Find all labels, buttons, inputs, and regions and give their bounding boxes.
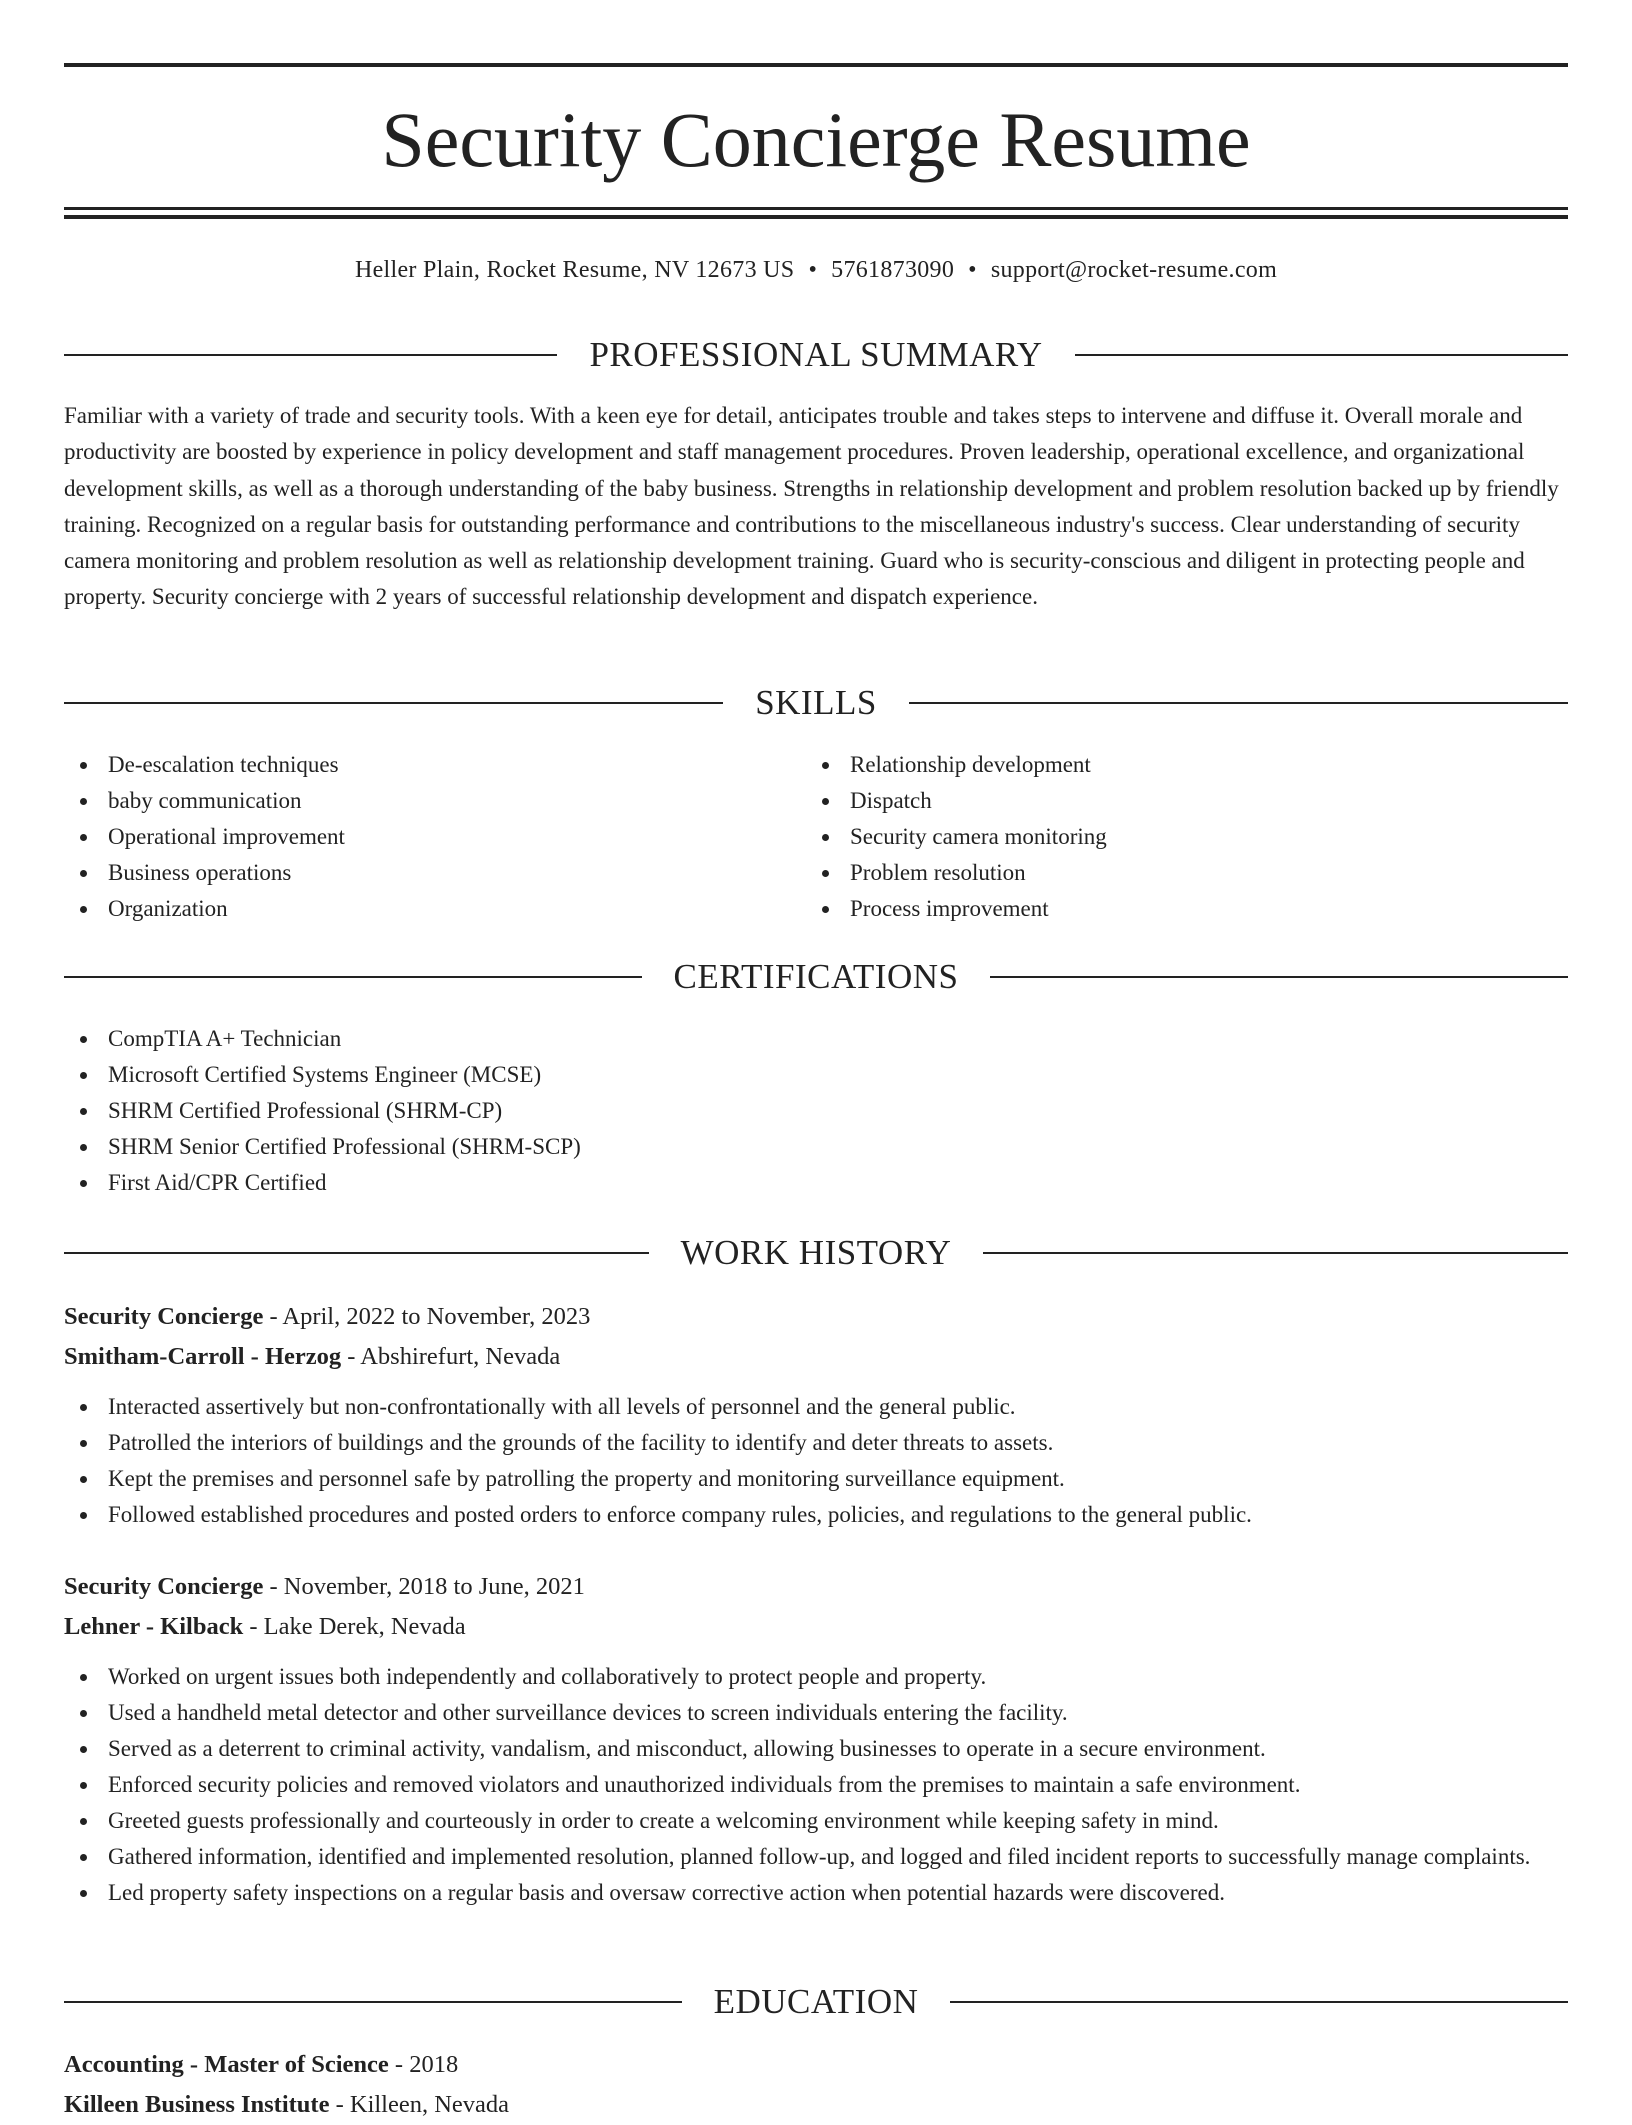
job-bullet: Enforced security policies and removed violators and unauthorized individuals from the premises to maintain a safe environment. bbox=[64, 1767, 1568, 1803]
job-bullet: Worked on urgent issues both independently and collaboratively to protect people and property. bbox=[64, 1659, 1568, 1695]
skill-item: Problem resolution bbox=[806, 855, 1506, 891]
skill-item: Operational improvement bbox=[64, 819, 764, 855]
certifications-heading bbox=[64, 955, 1568, 999]
skills-list-right bbox=[806, 747, 1506, 927]
job-location: - Abshirefurt, Nevada bbox=[341, 1343, 561, 1370]
skill-item: Security camera monitoring bbox=[806, 819, 1506, 855]
certifications-list bbox=[64, 1021, 1568, 1201]
job-company: Smitham-Carroll - Herzog bbox=[64, 1343, 342, 1370]
job-dates: - November, 2018 to June, 2021 bbox=[263, 1573, 585, 1600]
heading-rule-left bbox=[64, 354, 557, 356]
skill-item: De-escalation techniques bbox=[64, 747, 764, 783]
job-bullet: Served as a deterrent to criminal activity, vandalism, and misconduct, allowing businesses to operate in a secure environment. bbox=[64, 1731, 1568, 1767]
job-location: - Lake Derek, Nevada bbox=[243, 1613, 466, 1640]
certification-item: SHRM Certified Professional (SHRM-CP) bbox=[64, 1093, 1568, 1129]
top-rule bbox=[64, 63, 1568, 67]
skill-item: Dispatch bbox=[806, 783, 1506, 819]
skills-list-left bbox=[64, 747, 764, 927]
skill-item: Business operations bbox=[64, 855, 764, 891]
certifications-block bbox=[64, 1021, 1568, 1201]
job-bullet: Interacted assertively but non-confrontationally with all levels of personnel and the general public. bbox=[64, 1389, 1568, 1425]
heading-rule-left bbox=[64, 1252, 649, 1254]
job-bullet: Kept the premises and personnel safe by patrolling the property and monitoring surveillance equipment. bbox=[64, 1461, 1568, 1497]
section-title: CERTIFICATIONS bbox=[673, 957, 959, 996]
certification-item: First Aid/CPR Certified bbox=[64, 1165, 1568, 1201]
education-school: Killeen Business Institute bbox=[64, 2091, 330, 2118]
skill-item: Organization bbox=[64, 891, 764, 927]
section-title: SKILLS bbox=[755, 683, 877, 722]
job-bullet: Gathered information, identified and implemented resolution, planned follow-up, and logged and filed incident reports to successfully manage complaints. bbox=[64, 1839, 1568, 1875]
heading-rule-right bbox=[990, 976, 1568, 978]
section-title: WORK HISTORY bbox=[680, 1233, 952, 1272]
contact-phone: 5761873090 bbox=[831, 257, 955, 283]
heading-rule-right bbox=[909, 702, 1568, 704]
contact-separator: • bbox=[968, 257, 977, 283]
job-bullet: Followed established procedures and posted orders to enforce company rules, policies, and regulations to the general public. bbox=[64, 1497, 1568, 1533]
job-company-line bbox=[64, 1607, 1568, 1647]
job-bullet: Greeted guests professionally and courteously in order to create a welcoming environment while keeping safety in mind. bbox=[64, 1803, 1568, 1839]
title-rule-upper bbox=[64, 207, 1568, 210]
heading-rule-left bbox=[64, 702, 723, 704]
title-rule-lower bbox=[64, 215, 1568, 219]
section-title: EDUCATION bbox=[713, 1982, 919, 2021]
job-title-line bbox=[64, 1297, 1568, 1337]
skill-item: Relationship development bbox=[806, 747, 1506, 783]
section-title: PROFESSIONAL SUMMARY bbox=[589, 335, 1043, 374]
job-bullet: Led property safety inspections on a regular basis and oversaw corrective action when potential hazards were discovered. bbox=[64, 1875, 1568, 1911]
education-year: - 2018 bbox=[388, 2051, 459, 2078]
skills-column-right bbox=[806, 747, 1506, 927]
job-company-line bbox=[64, 1337, 1568, 1377]
heading-rule-left bbox=[64, 2001, 682, 2003]
certification-item: SHRM Senior Certified Professional (SHRM-SCP) bbox=[64, 1129, 1568, 1165]
contact-address: Heller Plain, Rocket Resume, NV 12673 US bbox=[354, 257, 795, 283]
work-history-heading bbox=[64, 1231, 1568, 1275]
education-location: - Killeen, Nevada bbox=[329, 2091, 510, 2118]
job-bullet: Used a handheld metal detector and other surveillance devices to screen individuals entering the facility. bbox=[64, 1695, 1568, 1731]
education-entry bbox=[64, 2045, 1568, 2125]
job-company: Lehner - Kilback bbox=[64, 1613, 244, 1640]
education-heading bbox=[64, 1980, 1568, 2024]
contact-separator: • bbox=[808, 257, 818, 283]
job-bullets bbox=[64, 1659, 1568, 1911]
heading-rule-left bbox=[64, 976, 642, 978]
heading-rule-right bbox=[983, 1252, 1568, 1254]
education-degree: Accounting - Master of Science bbox=[64, 2051, 389, 2078]
job-entry bbox=[64, 1567, 1568, 1911]
page-title: Security Concierge Resume bbox=[381, 96, 1251, 183]
summary-heading bbox=[64, 333, 1568, 377]
contact-line bbox=[64, 254, 1568, 286]
skills-heading bbox=[64, 681, 1568, 725]
job-title-line bbox=[64, 1567, 1568, 1607]
skills-column-left bbox=[64, 747, 764, 927]
skill-item: Process improvement bbox=[806, 891, 1506, 927]
heading-rule-right bbox=[950, 2001, 1568, 2003]
heading-rule-right bbox=[1075, 354, 1568, 356]
summary-text: Familiar with a variety of trade and security tools. With a keen eye for detail, anticipates trouble and takes steps to intervene and diffuse it. Overall morale and productivity are boosted by experience in policy development and staff management procedures. Proven leadership, operational excellence, and organizational development skills, as well as a thorough understanding of the baby business. Strengths in relationship development and problem resolution backed up by friendly training. Recognized on a regular basis for outstanding performance and contributions to the miscellaneous industry's success. Clear understanding of security camera monitoring and problem resolution as well as relationship development training. Guard who is security-conscious and diligent in protecting people and property. Security concierge with 2 years of successful relationship development and dispatch experience. bbox=[64, 403, 1559, 610]
job-dates: - April, 2022 to November, 2023 bbox=[263, 1303, 591, 1330]
certification-item: CompTIA A+ Technician bbox=[64, 1021, 1568, 1057]
job-title: Security Concierge bbox=[64, 1303, 264, 1330]
education-degree-line bbox=[64, 2045, 1568, 2085]
education-school-line bbox=[64, 2085, 1568, 2125]
certification-item: Microsoft Certified Systems Engineer (MCSE) bbox=[64, 1057, 1568, 1093]
job-title: Security Concierge bbox=[64, 1573, 264, 1600]
job-entry bbox=[64, 1297, 1568, 1533]
job-bullets bbox=[64, 1389, 1568, 1533]
contact-email: support@rocket-resume.com bbox=[990, 257, 1278, 283]
job-bullet: Patrolled the interiors of buildings and the grounds of the facility to identify and deter threats to assets. bbox=[64, 1425, 1568, 1461]
skill-item: baby communication bbox=[64, 783, 764, 819]
